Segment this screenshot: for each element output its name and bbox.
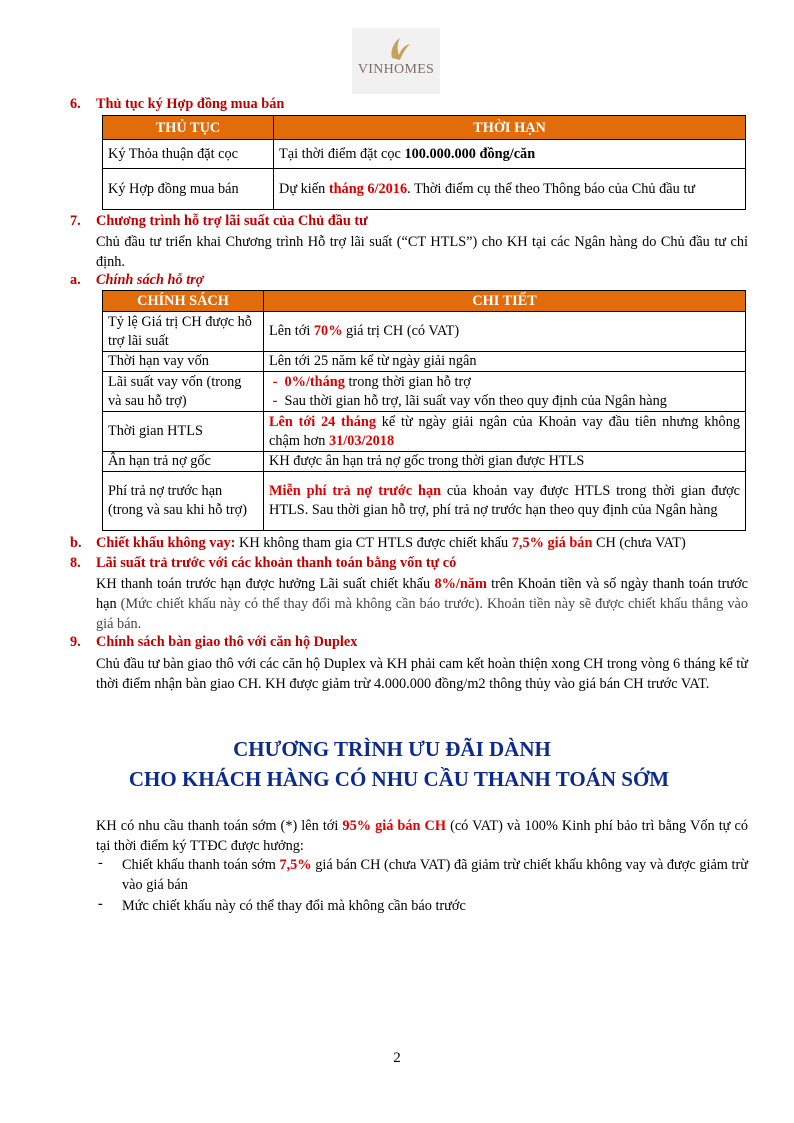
table-header: CHÍNH SÁCH [103,291,264,312]
vinhomes-logo [352,28,440,94]
table-row [103,352,746,372]
table-cell: Ký Thỏa thuận đặt cọc [103,140,274,169]
table-row [103,452,746,472]
table-row [103,312,746,352]
table-row [103,169,746,210]
table-header: THỦ TỤC [103,116,274,140]
contract-procedure-table [102,115,746,210]
table-cell: Phí trả nợ trước hạn (trong và sau khi hỗ trợ) [103,472,264,531]
logo-name: VINHOMES [357,62,435,77]
program-title-line-1: CHƯƠNG TRÌNH ƯU ĐÃI DÀNH [233,737,551,761]
table-cell: KH được ân hạn trả nợ gốc trong thời gian được HTLS [264,452,746,472]
table-cell: Thời gian HTLS [103,412,264,452]
table-cell: Dự kiến tháng 6/2016. Thời điểm cụ thể theo Thông báo của Chủ đầu tư [274,169,746,210]
table-row [103,412,746,452]
table-row [103,472,746,531]
section-title: Thủ tục ký Hợp đồng mua bán [96,96,285,112]
table-header: CHI TIẾT [264,291,746,312]
section-7-body: Chủ đầu tư triển khai Chương trình Hỗ trợ lãi suất (“CT HTLS”) cho KH tại các Ngân hàng do Chủ đầu tư chỉ định. [96,234,748,270]
table-cell: Tỷ lệ Giá trị CH được hỗ trợ lãi suất [103,312,264,352]
support-policy-table [102,290,746,531]
bird-logo-icon [352,28,440,94]
program-body: KH có nhu cầu thanh toán sớm (*) lên tới 95% giá bán CH (có VAT) và 100% Kinh phí bảo trì bằng Vốn tự có tại thời điểm ký TTĐC được hưởng: [96,818,749,854]
section-8-body: KH thanh toán trước hạn được hưởng Lãi suất chiết khấu 8%/năm trên Khoản tiền và số ngày thanh toán trước hạn (Mức chiết khấu này có thể thay đổi mà không cần báo trước). Khoản tiền này sẽ được chiết khấu thẳng vào giá bán. [96,576,748,632]
table-cell: Lãi suất vay vốn (trong và sau hỗ trợ) [103,372,264,412]
table-header: THỜI HẠN [274,116,746,140]
table-cell: Lên tới 24 tháng kể từ ngày giải ngân của Khoản vay đầu tiên nhưng không chậm hơn 31/03/2018 [264,412,746,452]
table-cell: Lên tới 70% giá trị CH (có VAT) [264,312,746,352]
table-cell: Miễn phí trả nợ trước hạn của khoản vay được HTLS trong thời gian được HTLS. Sau thời gian hỗ trợ, phí trả nợ trước hạn theo quy định của Ngân hàng [264,472,746,531]
table-cell: Lên tới 25 năm kể từ ngày giải ngân [264,352,746,372]
table-cell: - 0%/tháng trong thời gian hỗ trợ - Sau thời gian hỗ trợ, lãi suất vay vốn theo quy định của Ngân hàng [264,372,746,412]
program-title-line-2: CHO KHÁCH HÀNG CÓ NHU CẦU THANH TOÁN SỚM [128,767,670,791]
section-9-body: Chủ đầu tư bàn giao thô với các căn hộ Duplex và KH phải cam kết hoàn thiện xong CH trong vòng 6 tháng kể từ thời điểm nhận bàn giao CH. KH được giảm trừ 4.000.000 đồng/m2 thông thủy vào giá bán CH trước VAT. [96,656,748,692]
table-row [103,140,746,169]
page-number: 2 [393,1050,401,1066]
table-cell: Ân hạn trả nợ gốc [103,452,264,472]
table-row [103,372,746,412]
table-cell: Tại thời điểm đặt cọc 100.000.000 đồng/căn [274,140,746,169]
table-cell: Thời hạn vay vốn [103,352,264,372]
section-number: 6. [70,96,81,112]
table-cell: Ký Hợp đồng mua bán [103,169,274,210]
